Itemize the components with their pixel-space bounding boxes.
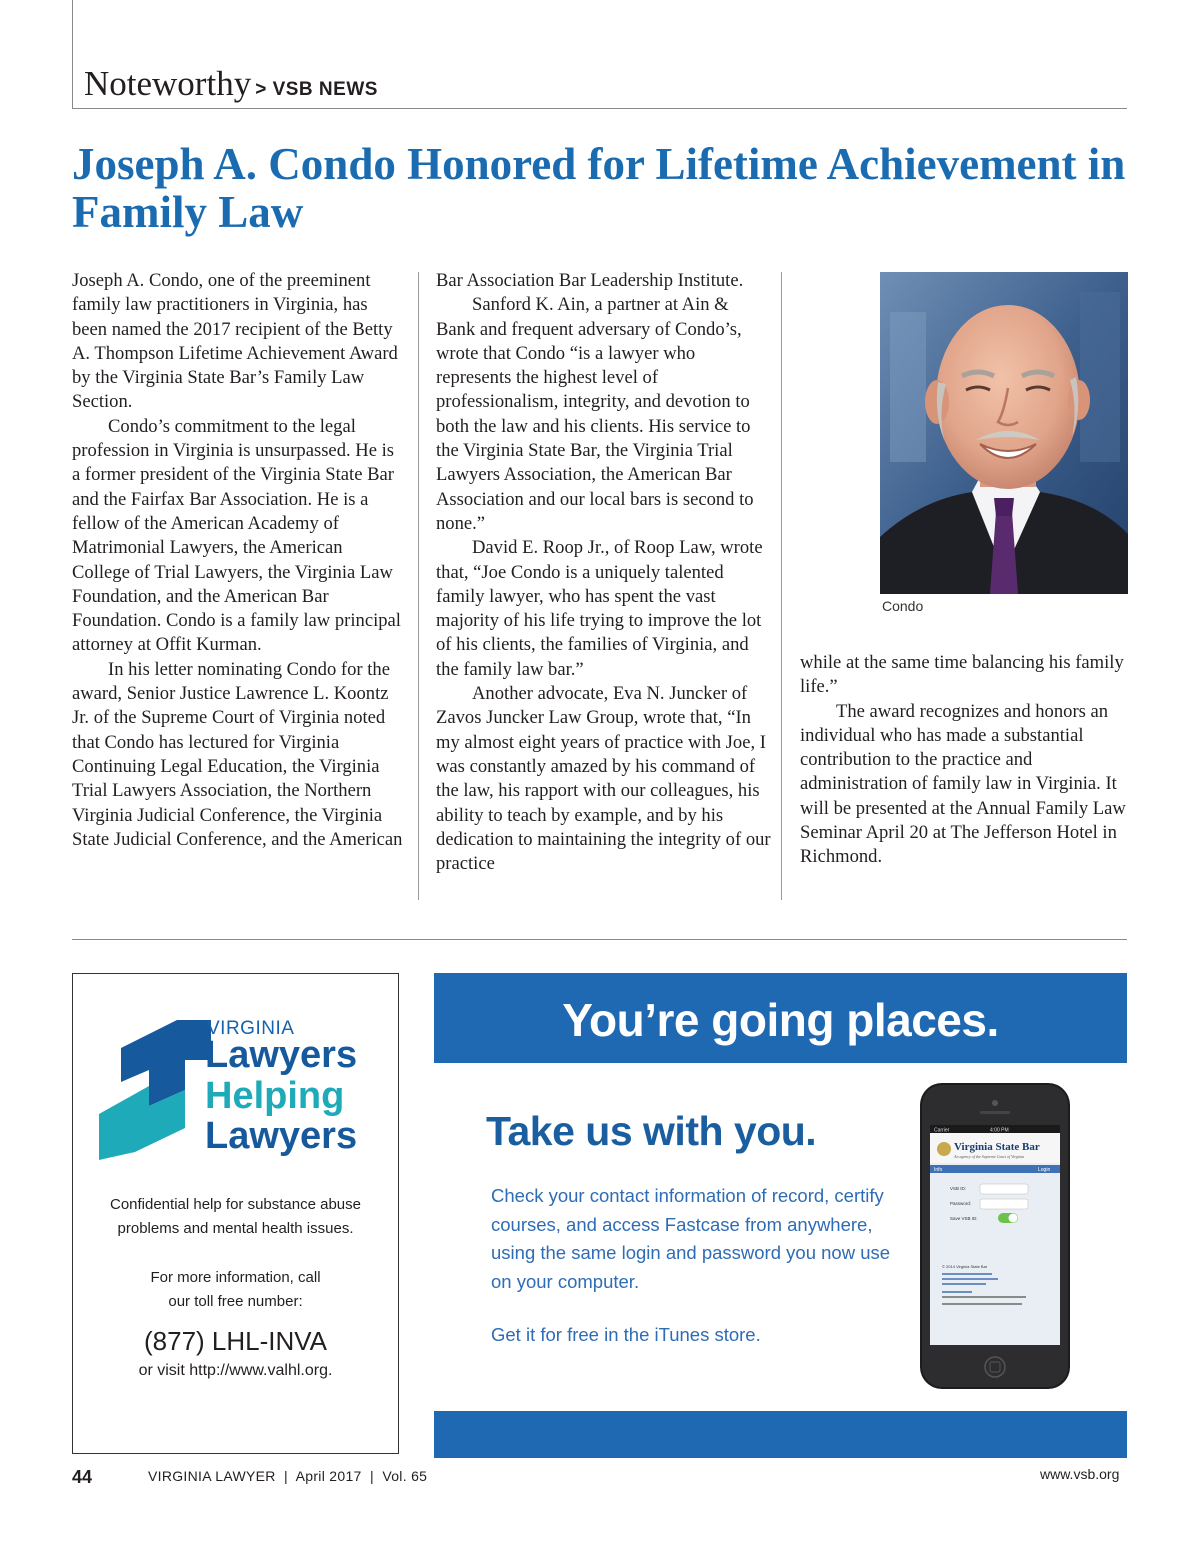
magazine-info: [148, 1468, 427, 1484]
lhl-logo-word: Lawyers: [205, 1034, 358, 1076]
phone-vsbid-label: VSB ID:: [950, 1186, 967, 1191]
smartphone-mockup: [920, 1083, 1070, 1389]
lhl-logo-word: Lawyers: [205, 1115, 358, 1157]
phone-app-subtitle: An agency of the Supreme Court of Virginia: [954, 1154, 1024, 1159]
paragraph: Another advocate, Eva N. Juncker of Zavos Juncker Law Group, wrote that, “In my almost eight years of practice with Joe, I was constantly amazed by his command of the law, his rapport with our colleagues, his ability to teach by example, and by his dedication to maintaining the integrity of our practice: [436, 683, 771, 875]
phone-app-title: Virginia State Bar: [954, 1141, 1040, 1153]
lhl-description: Confidential help for substance abuse problems and mental health issues.: [109, 1196, 361, 1237]
section-title: Noteworthy: [84, 64, 252, 103]
paragraph: The award recognizes and honors an individual who has made a substantial contribution to the practice and administration of family law in Virginia. It will be presented at the Annual Family Law Seminar April 20 at The Jefferson Hotel in Richmond.: [800, 700, 1126, 868]
page-number: 44: [72, 1467, 93, 1487]
photo-caption: Condo: [882, 598, 924, 614]
lhl-call-info: For more information, call our toll free number:: [150, 1269, 321, 1310]
paragraph: Bar Association Bar Leadership Institute.: [436, 270, 744, 291]
paragraph: Joseph A. Condo, one of the preeminent family law practitioners in Virginia, has been named the 2017 recipient of the Betty A. Thompson Lifetime Achievement Award by the Virginia State Bar’s Family Law Section.: [72, 270, 398, 413]
header-rule: [72, 108, 1127, 109]
vsb-ad-body: Check your contact information of record, certify courses, and access Fastcase from anywhere, using the same login and password you now use on your computer.: [491, 1185, 891, 1292]
article-column-2: [436, 269, 772, 876]
section-label: [84, 64, 378, 104]
section-subtitle: > VSB NEWS: [255, 79, 378, 100]
lhl-advertisement[interactable]: [72, 973, 399, 1454]
phone-password-label: Password:: [950, 1201, 972, 1206]
lhl-website-link[interactable]: or visit http://www.valhl.org.: [138, 1362, 333, 1379]
paragraph: David E. Roop Jr., of Roop Law, wrote that, “Joe Condo is a uniquely talented family lawyer, who has spent the vast majority of his life trying to improve the lot of his clients, the families of Virginia, and the family law bar.”: [436, 537, 763, 680]
camera-icon: [992, 1100, 998, 1106]
column-divider: [418, 272, 419, 900]
condo-portrait-photo: [880, 272, 1128, 594]
itunes-store-link[interactable]: Get it for free in the iTunes store.: [491, 1324, 761, 1345]
phone-copyright: © 2014 Virginia State Bar: [942, 1264, 988, 1269]
vsb-ad-tagline: Take us with you.: [486, 1108, 817, 1154]
phone-time: 4:00 PM: [990, 1127, 1009, 1134]
phone-login-tab: Login: [1038, 1167, 1051, 1173]
vsb-seal-icon: [937, 1142, 951, 1156]
lhl-phone-number[interactable]: (877) LHL-INVA: [143, 1326, 328, 1356]
header-vertical-rule: [72, 0, 73, 108]
portrait-illustration: [880, 272, 1128, 594]
lhl-logo-word: Helping: [205, 1075, 345, 1117]
phone-save-label: Save VSB ID:: [950, 1216, 978, 1221]
paragraph: Condo’s commitment to the legal profession in Virginia is unsurpassed. He is a former president of the Virginia State Bar and the Fairfax Bar Association. He is a fellow of the American Academy of Matrimonial Lawyers, the American College of Trial Lawyers, the Virginia Law Foundation, and the American Bar Foundation. Condo is a family law principal attorney at Offit Kurman.: [72, 415, 401, 656]
article-headline: Joseph A. Condo Honored for Lifetime Achievement in Family Law: [72, 139, 1126, 237]
speaker-icon: [980, 1111, 1010, 1114]
vsb-ad-banner: [434, 973, 1127, 1063]
article-column-3: [800, 651, 1132, 870]
lhl-logo-virginia: VIRGINIA: [207, 1018, 295, 1039]
phone-carrier: Carrier: [934, 1127, 950, 1134]
article-column-1: [72, 269, 404, 852]
vsb-ad-bottom-bar: [434, 1411, 1127, 1458]
footer-website-link[interactable]: www.vsb.org: [1040, 1466, 1120, 1482]
paragraph: Sanford K. Ain, a partner at Ain & Bank and frequent adversary of Condo’s, wrote that Condo “is a lawyer who represents the highest level of professionalism, integrity, and devotion to both the law and his clients. His service to the Virginia State Bar, the Virginia Trial Lawyers Association, the American Bar Association and our local bars is second to none.”: [436, 294, 754, 534]
phone-info-tab: Info: [934, 1167, 943, 1173]
paragraph: In his letter nominating Condo for the award, Senior Justice Lawrence L. Koontz Jr. of the Supreme Court of Virginia noted that Condo has lectured for Virginia Continuing Legal Education, the Virginia Trial Lawyers Association, the Northern Virginia Judicial Conference, the Virginia State Judicial Conference, and the American: [72, 658, 403, 850]
section-rule: [72, 939, 1127, 940]
magazine-info-text: VIRGINIA LAWYER | April 2017 | Vol. 65: [148, 1468, 428, 1484]
vsb-ad-banner-text: You’re going places.: [562, 994, 999, 1046]
column-divider: [781, 272, 782, 900]
paragraph: while at the same time balancing his family life.”: [800, 652, 1124, 698]
